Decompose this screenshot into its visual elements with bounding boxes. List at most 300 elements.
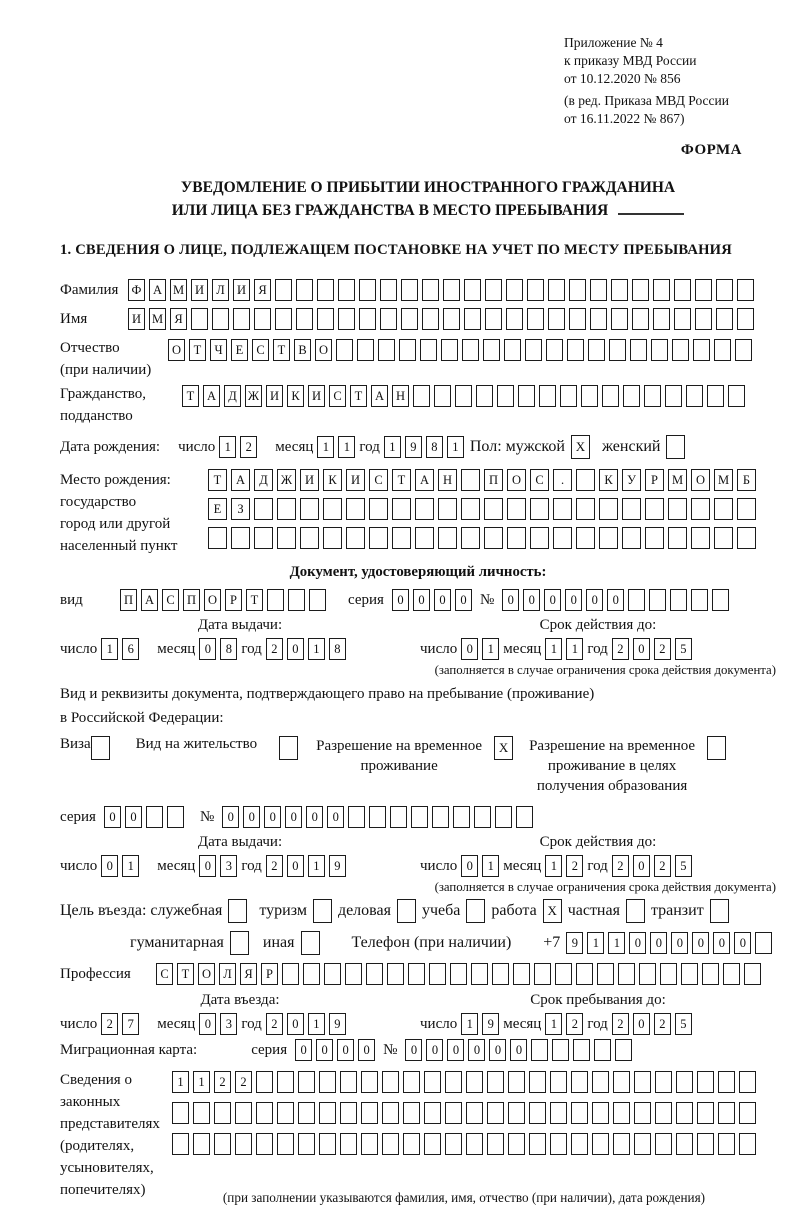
char-cell[interactable]	[359, 279, 376, 301]
char-cell[interactable]: 8	[329, 638, 346, 660]
char-cell[interactable]	[508, 1133, 525, 1155]
char-cell[interactable]	[718, 1102, 735, 1124]
char-cell[interactable]: 0	[468, 1039, 485, 1061]
char-cell[interactable]	[674, 279, 691, 301]
char-cell[interactable]: 1	[566, 638, 583, 660]
char-cell[interactable]: 0	[287, 855, 304, 877]
char-cell[interactable]	[319, 1133, 336, 1155]
char-cell[interactable]: Ж	[245, 385, 262, 407]
char-cell[interactable]	[366, 963, 383, 985]
char-cell[interactable]	[569, 308, 586, 330]
char-cell[interactable]	[611, 279, 628, 301]
char-cell[interactable]: 2	[266, 855, 283, 877]
char-cell[interactable]: У	[622, 469, 641, 491]
char-cell[interactable]	[317, 279, 334, 301]
visa-checkbox[interactable]	[91, 736, 110, 760]
char-cell[interactable]: 2	[566, 1013, 583, 1035]
char-cell[interactable]	[639, 963, 656, 985]
char-cell[interactable]: Ж	[277, 469, 296, 491]
char-cell[interactable]: Р	[261, 963, 278, 985]
char-cell[interactable]	[464, 308, 481, 330]
char-cell[interactable]	[695, 308, 712, 330]
edu-permit-checkbox[interactable]	[707, 736, 726, 760]
char-cell[interactable]	[632, 279, 649, 301]
char-cell[interactable]: И	[191, 279, 208, 301]
char-cell[interactable]: 0	[264, 806, 281, 828]
char-cell[interactable]	[676, 1071, 693, 1093]
char-cell[interactable]: Я	[254, 279, 271, 301]
char-cell[interactable]	[346, 498, 365, 520]
char-cell[interactable]	[424, 1071, 441, 1093]
char-cell[interactable]: 0	[633, 1013, 650, 1035]
char-cell[interactable]	[592, 1102, 609, 1124]
char-cell[interactable]	[485, 308, 502, 330]
char-cell[interactable]	[193, 1102, 210, 1124]
char-cell[interactable]: И	[266, 385, 283, 407]
char-cell[interactable]: 2	[266, 1013, 283, 1035]
char-cell[interactable]	[323, 498, 342, 520]
char-cell[interactable]: 0	[633, 855, 650, 877]
char-cell[interactable]: 0	[405, 1039, 422, 1061]
char-cell[interactable]: 1	[193, 1071, 210, 1093]
char-cell[interactable]	[471, 963, 488, 985]
char-cell[interactable]	[668, 527, 687, 549]
char-cell[interactable]	[602, 385, 619, 407]
char-cell[interactable]	[550, 1071, 567, 1093]
char-cell[interactable]	[508, 1071, 525, 1093]
char-cell[interactable]	[539, 385, 556, 407]
char-cell[interactable]	[567, 339, 584, 361]
char-cell[interactable]: 7	[122, 1013, 139, 1035]
char-cell[interactable]	[594, 1039, 611, 1061]
char-cell[interactable]	[714, 339, 731, 361]
char-cell[interactable]: 2	[214, 1071, 231, 1093]
char-cell[interactable]	[634, 1071, 651, 1093]
char-cell[interactable]: О	[691, 469, 710, 491]
char-cell[interactable]: 2	[654, 1013, 671, 1035]
char-cell[interactable]	[369, 806, 386, 828]
char-cell[interactable]	[744, 963, 761, 985]
char-cell[interactable]	[716, 279, 733, 301]
char-cell[interactable]	[476, 385, 493, 407]
char-cell[interactable]	[592, 1071, 609, 1093]
char-cell[interactable]	[571, 1102, 588, 1124]
char-cell[interactable]	[653, 308, 670, 330]
purpose-transit-checkbox[interactable]	[710, 899, 729, 923]
char-cell[interactable]	[513, 963, 530, 985]
char-cell[interactable]	[630, 339, 647, 361]
char-cell[interactable]: 0	[287, 638, 304, 660]
char-cell[interactable]	[737, 308, 754, 330]
char-cell[interactable]	[415, 498, 434, 520]
char-cell[interactable]	[317, 308, 334, 330]
char-cell[interactable]	[495, 806, 512, 828]
char-cell[interactable]	[361, 1133, 378, 1155]
char-cell[interactable]: К	[323, 469, 342, 491]
char-cell[interactable]	[484, 527, 503, 549]
char-cell[interactable]	[670, 589, 687, 611]
char-cell[interactable]: М	[149, 308, 166, 330]
char-cell[interactable]	[432, 806, 449, 828]
char-cell[interactable]	[424, 1102, 441, 1124]
char-cell[interactable]	[277, 1102, 294, 1124]
char-cell[interactable]: С	[369, 469, 388, 491]
char-cell[interactable]: Т	[208, 469, 227, 491]
char-cell[interactable]	[628, 589, 645, 611]
char-cell[interactable]	[275, 279, 292, 301]
char-cell[interactable]	[461, 469, 480, 491]
char-cell[interactable]	[525, 339, 542, 361]
char-cell[interactable]	[172, 1133, 189, 1155]
char-cell[interactable]	[172, 1102, 189, 1124]
char-cell[interactable]	[445, 1102, 462, 1124]
char-cell[interactable]	[369, 527, 388, 549]
char-cell[interactable]	[693, 339, 710, 361]
char-cell[interactable]	[530, 498, 549, 520]
char-cell[interactable]: 0	[734, 932, 751, 954]
char-cell[interactable]: Ф	[128, 279, 145, 301]
char-cell[interactable]: И	[233, 279, 250, 301]
char-cell[interactable]: О	[507, 469, 526, 491]
char-cell[interactable]	[507, 498, 526, 520]
char-cell[interactable]	[550, 1133, 567, 1155]
char-cell[interactable]	[401, 308, 418, 330]
char-cell[interactable]	[474, 806, 491, 828]
char-cell[interactable]	[615, 1039, 632, 1061]
char-cell[interactable]	[716, 308, 733, 330]
char-cell[interactable]	[461, 498, 480, 520]
char-cell[interactable]: 1	[317, 436, 334, 458]
char-cell[interactable]: 2	[566, 855, 583, 877]
char-cell[interactable]	[702, 963, 719, 985]
char-cell[interactable]	[208, 527, 227, 549]
char-cell[interactable]: 0	[455, 589, 472, 611]
char-cell[interactable]	[487, 1133, 504, 1155]
char-cell[interactable]: С	[252, 339, 269, 361]
char-cell[interactable]	[737, 527, 756, 549]
char-cell[interactable]: 5	[675, 638, 692, 660]
char-cell[interactable]	[466, 1133, 483, 1155]
char-cell[interactable]	[623, 385, 640, 407]
char-cell[interactable]	[714, 498, 733, 520]
char-cell[interactable]	[411, 806, 428, 828]
char-cell[interactable]	[382, 1071, 399, 1093]
char-cell[interactable]: 0	[306, 806, 323, 828]
char-cell[interactable]: 0	[426, 1039, 443, 1061]
char-cell[interactable]: 1	[308, 855, 325, 877]
char-cell[interactable]	[256, 1071, 273, 1093]
char-cell[interactable]	[611, 308, 628, 330]
char-cell[interactable]: П	[120, 589, 137, 611]
char-cell[interactable]: 0	[199, 638, 216, 660]
char-cell[interactable]	[277, 498, 296, 520]
char-cell[interactable]	[518, 385, 535, 407]
char-cell[interactable]: Д	[254, 469, 273, 491]
char-cell[interactable]	[739, 1133, 756, 1155]
char-cell[interactable]: О	[315, 339, 332, 361]
char-cell[interactable]	[655, 1071, 672, 1093]
char-cell[interactable]: 0	[199, 855, 216, 877]
char-cell[interactable]	[399, 339, 416, 361]
char-cell[interactable]	[453, 806, 470, 828]
char-cell[interactable]	[555, 963, 572, 985]
char-cell[interactable]	[552, 1039, 569, 1061]
char-cell[interactable]: 3	[220, 1013, 237, 1035]
char-cell[interactable]	[420, 339, 437, 361]
char-cell[interactable]: 6	[122, 638, 139, 660]
char-cell[interactable]: 0	[607, 589, 624, 611]
char-cell[interactable]	[718, 1133, 735, 1155]
char-cell[interactable]: Н	[392, 385, 409, 407]
char-cell[interactable]: С	[329, 385, 346, 407]
char-cell[interactable]: 0	[199, 1013, 216, 1035]
char-cell[interactable]	[597, 963, 614, 985]
char-cell[interactable]: 1	[219, 436, 236, 458]
char-cell[interactable]	[408, 963, 425, 985]
char-cell[interactable]	[254, 308, 271, 330]
char-cell[interactable]	[288, 589, 305, 611]
char-cell[interactable]	[338, 308, 355, 330]
char-cell[interactable]	[497, 385, 514, 407]
char-cell[interactable]	[390, 806, 407, 828]
char-cell[interactable]	[506, 308, 523, 330]
char-cell[interactable]: 0	[358, 1039, 375, 1061]
char-cell[interactable]: Я	[170, 308, 187, 330]
char-cell[interactable]	[576, 527, 595, 549]
char-cell[interactable]	[484, 498, 503, 520]
char-cell[interactable]: Р	[225, 589, 242, 611]
char-cell[interactable]	[668, 498, 687, 520]
char-cell[interactable]	[212, 308, 229, 330]
char-cell[interactable]	[445, 1071, 462, 1093]
char-cell[interactable]	[576, 963, 593, 985]
char-cell[interactable]	[655, 1102, 672, 1124]
char-cell[interactable]	[487, 1102, 504, 1124]
char-cell[interactable]	[531, 1039, 548, 1061]
char-cell[interactable]: 9	[329, 1013, 346, 1035]
char-cell[interactable]: 0	[337, 1039, 354, 1061]
char-cell[interactable]: 2	[654, 638, 671, 660]
char-cell[interactable]	[382, 1102, 399, 1124]
char-cell[interactable]	[697, 1071, 714, 1093]
char-cell[interactable]	[548, 308, 565, 330]
char-cell[interactable]: 0	[544, 589, 561, 611]
char-cell[interactable]: 1	[308, 1013, 325, 1035]
char-cell[interactable]: 3	[220, 855, 237, 877]
char-cell[interactable]	[507, 527, 526, 549]
char-cell[interactable]	[655, 1133, 672, 1155]
char-cell[interactable]: 0	[586, 589, 603, 611]
purpose-official-checkbox[interactable]	[228, 899, 247, 923]
char-cell[interactable]: 0	[461, 638, 478, 660]
char-cell[interactable]	[735, 339, 752, 361]
char-cell[interactable]	[340, 1102, 357, 1124]
char-cell[interactable]: Т	[177, 963, 194, 985]
char-cell[interactable]: Т	[246, 589, 263, 611]
char-cell[interactable]: Р	[645, 469, 664, 491]
char-cell[interactable]: 1	[587, 932, 604, 954]
char-cell[interactable]: 2	[612, 1013, 629, 1035]
char-cell[interactable]	[277, 527, 296, 549]
char-cell[interactable]	[645, 527, 664, 549]
char-cell[interactable]: 9	[566, 932, 583, 954]
char-cell[interactable]	[737, 498, 756, 520]
char-cell[interactable]	[576, 498, 595, 520]
char-cell[interactable]: А	[203, 385, 220, 407]
char-cell[interactable]	[348, 806, 365, 828]
gender-female-checkbox[interactable]	[666, 435, 685, 459]
char-cell[interactable]	[691, 527, 710, 549]
char-cell[interactable]	[438, 527, 457, 549]
purpose-study-checkbox[interactable]	[466, 899, 485, 923]
char-cell[interactable]	[622, 527, 641, 549]
char-cell[interactable]	[609, 339, 626, 361]
char-cell[interactable]: 0	[650, 932, 667, 954]
char-cell[interactable]	[256, 1102, 273, 1124]
char-cell[interactable]	[739, 1071, 756, 1093]
char-cell[interactable]	[254, 527, 273, 549]
char-cell[interactable]	[298, 1102, 315, 1124]
char-cell[interactable]: 0	[629, 932, 646, 954]
char-cell[interactable]	[338, 279, 355, 301]
char-cell[interactable]	[697, 1133, 714, 1155]
char-cell[interactable]: 0	[125, 806, 142, 828]
char-cell[interactable]: 2	[612, 855, 629, 877]
char-cell[interactable]	[415, 527, 434, 549]
char-cell[interactable]	[546, 339, 563, 361]
char-cell[interactable]	[378, 339, 395, 361]
char-cell[interactable]: 0	[502, 589, 519, 611]
char-cell[interactable]: Ч	[210, 339, 227, 361]
char-cell[interactable]: И	[128, 308, 145, 330]
char-cell[interactable]	[534, 963, 551, 985]
char-cell[interactable]	[487, 1071, 504, 1093]
char-cell[interactable]: 0	[222, 806, 239, 828]
char-cell[interactable]: 0	[392, 589, 409, 611]
char-cell[interactable]	[681, 963, 698, 985]
char-cell[interactable]	[464, 279, 481, 301]
char-cell[interactable]	[560, 385, 577, 407]
char-cell[interactable]	[613, 1071, 630, 1093]
char-cell[interactable]	[530, 527, 549, 549]
char-cell[interactable]: З	[231, 498, 250, 520]
char-cell[interactable]	[651, 339, 668, 361]
char-cell[interactable]	[588, 339, 605, 361]
char-cell[interactable]	[380, 308, 397, 330]
char-cell[interactable]	[676, 1133, 693, 1155]
char-cell[interactable]: Т	[273, 339, 290, 361]
char-cell[interactable]	[277, 1133, 294, 1155]
char-cell[interactable]	[445, 1133, 462, 1155]
char-cell[interactable]	[645, 498, 664, 520]
char-cell[interactable]: И	[300, 469, 319, 491]
char-cell[interactable]: А	[149, 279, 166, 301]
char-cell[interactable]: Т	[182, 385, 199, 407]
char-cell[interactable]: 0	[461, 855, 478, 877]
char-cell[interactable]: 0	[565, 589, 582, 611]
char-cell[interactable]	[529, 1102, 546, 1124]
char-cell[interactable]: 1	[384, 436, 401, 458]
char-cell[interactable]	[319, 1071, 336, 1093]
purpose-private-checkbox[interactable]	[626, 899, 645, 923]
char-cell[interactable]: 0	[327, 806, 344, 828]
char-cell[interactable]: 0	[285, 806, 302, 828]
char-cell[interactable]	[712, 589, 729, 611]
char-cell[interactable]	[676, 1102, 693, 1124]
char-cell[interactable]: В	[294, 339, 311, 361]
char-cell[interactable]	[660, 963, 677, 985]
char-cell[interactable]	[298, 1071, 315, 1093]
char-cell[interactable]: 1	[101, 638, 118, 660]
char-cell[interactable]	[569, 279, 586, 301]
char-cell[interactable]: С	[530, 469, 549, 491]
char-cell[interactable]	[380, 279, 397, 301]
char-cell[interactable]	[590, 308, 607, 330]
purpose-work-checkbox[interactable]: X	[543, 899, 562, 923]
char-cell[interactable]	[340, 1071, 357, 1093]
char-cell[interactable]	[167, 806, 184, 828]
char-cell[interactable]: Т	[392, 469, 411, 491]
char-cell[interactable]	[235, 1102, 252, 1124]
char-cell[interactable]	[461, 527, 480, 549]
char-cell[interactable]: Б	[737, 469, 756, 491]
char-cell[interactable]: 9	[482, 1013, 499, 1035]
char-cell[interactable]	[309, 589, 326, 611]
char-cell[interactable]: 2	[101, 1013, 118, 1035]
char-cell[interactable]	[422, 279, 439, 301]
char-cell[interactable]	[193, 1133, 210, 1155]
char-cell[interactable]	[346, 527, 365, 549]
char-cell[interactable]	[634, 1133, 651, 1155]
char-cell[interactable]	[323, 527, 342, 549]
char-cell[interactable]: 0	[295, 1039, 312, 1061]
char-cell[interactable]	[592, 1133, 609, 1155]
char-cell[interactable]: 0	[243, 806, 260, 828]
char-cell[interactable]	[613, 1133, 630, 1155]
char-cell[interactable]	[254, 498, 273, 520]
char-cell[interactable]	[345, 963, 362, 985]
purpose-tourism-checkbox[interactable]	[313, 899, 332, 923]
char-cell[interactable]: 0	[413, 589, 430, 611]
char-cell[interactable]	[403, 1102, 420, 1124]
char-cell[interactable]: О	[198, 963, 215, 985]
char-cell[interactable]	[695, 279, 712, 301]
char-cell[interactable]: 1	[545, 855, 562, 877]
char-cell[interactable]: О	[204, 589, 221, 611]
char-cell[interactable]: 0	[489, 1039, 506, 1061]
char-cell[interactable]: И	[308, 385, 325, 407]
char-cell[interactable]: 1	[482, 638, 499, 660]
char-cell[interactable]: 0	[447, 1039, 464, 1061]
char-cell[interactable]	[697, 1102, 714, 1124]
char-cell[interactable]	[392, 527, 411, 549]
char-cell[interactable]: 0	[510, 1039, 527, 1061]
char-cell[interactable]	[235, 1133, 252, 1155]
char-cell[interactable]: О	[168, 339, 185, 361]
temp-permit-checkbox[interactable]: X	[494, 736, 513, 760]
char-cell[interactable]	[387, 963, 404, 985]
char-cell[interactable]	[392, 498, 411, 520]
residence-permit-checkbox[interactable]	[279, 736, 298, 760]
char-cell[interactable]	[691, 589, 708, 611]
char-cell[interactable]	[672, 339, 689, 361]
char-cell[interactable]: 5	[675, 1013, 692, 1035]
char-cell[interactable]	[516, 806, 533, 828]
char-cell[interactable]: К	[287, 385, 304, 407]
char-cell[interactable]	[382, 1133, 399, 1155]
char-cell[interactable]: А	[231, 469, 250, 491]
char-cell[interactable]	[340, 1133, 357, 1155]
